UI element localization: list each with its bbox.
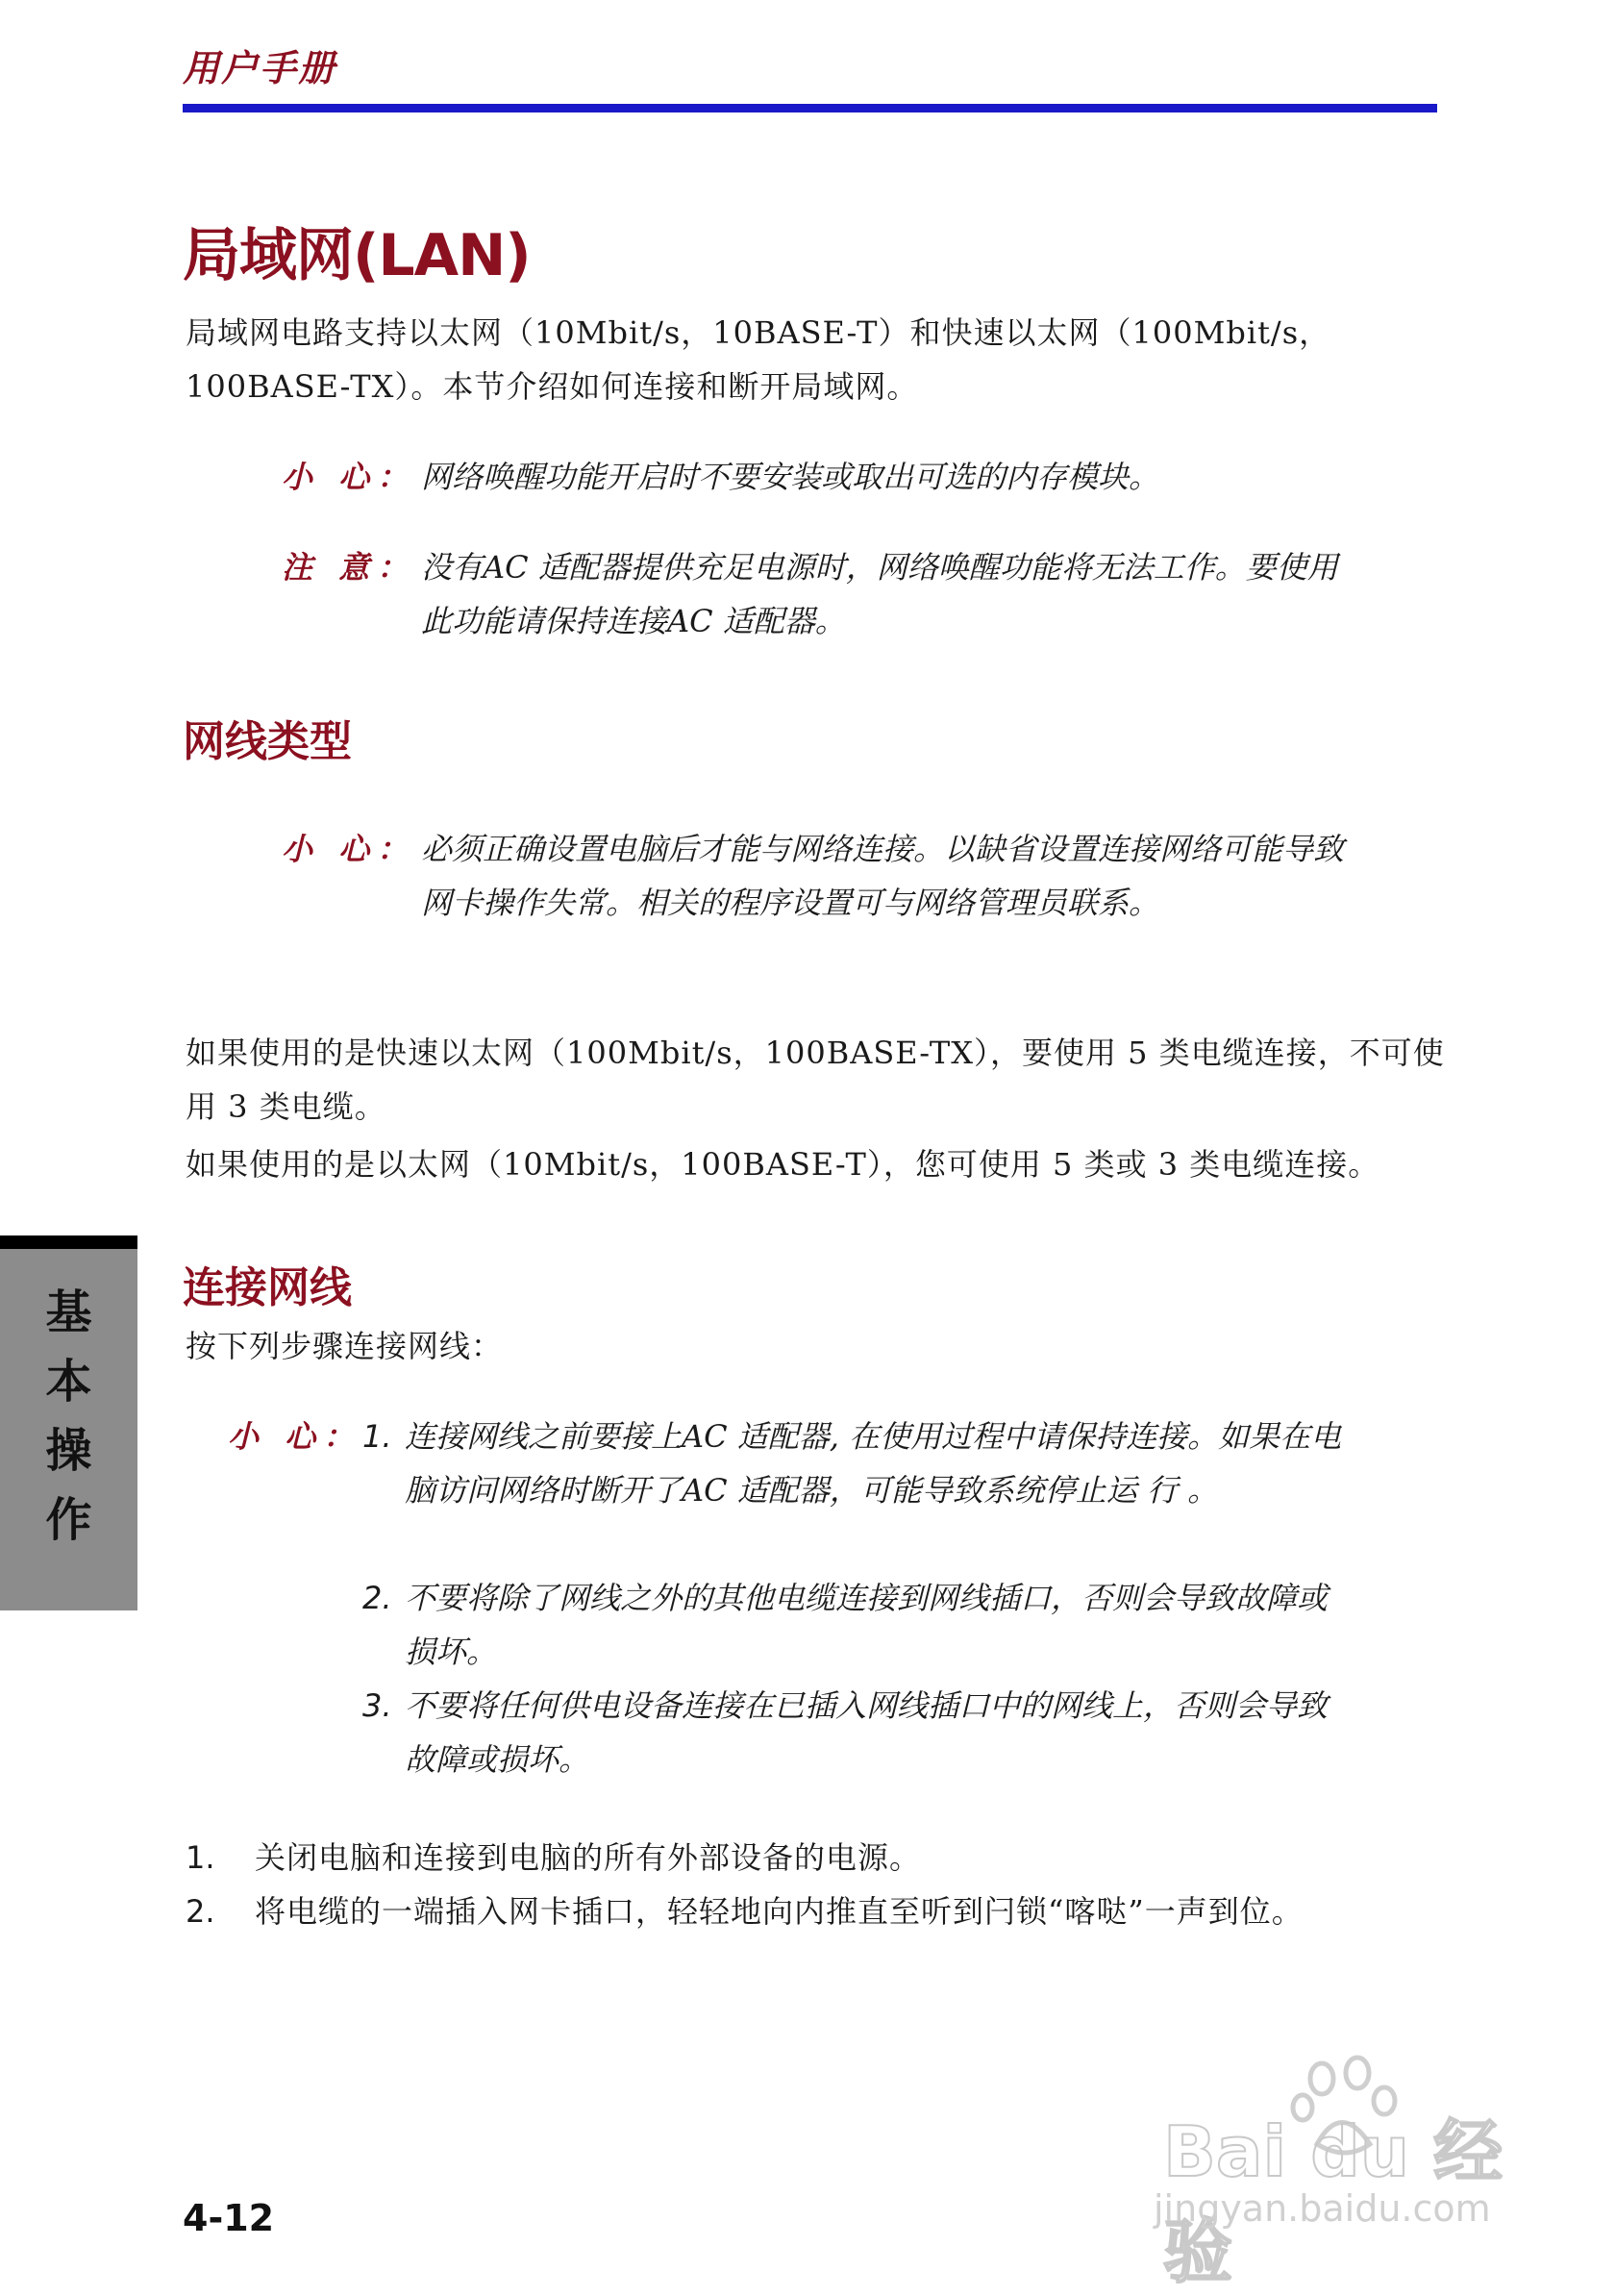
note-label: 注 意：	[282, 549, 416, 586]
cable-type-paragraph-1: 如果使用的是快速以太网（100Mbit/s，100BASE-TX），要使用 5 类电缆连接，不可使用 3 类电缆。	[186, 1035, 1445, 1125]
lan-intro-paragraph: 局域网电路支持以太网（10Mbit/s，10BASE-T）和快速以太网（100Mbit/s，100BASE-TX）。本节介绍如何连接和断开局域网。	[186, 314, 1331, 405]
caution-item-text: 不要将除了网线之外的其他电缆连接到网线插口，否则会导致故障或损坏。	[405, 1580, 1329, 1670]
header-title: 用户手册	[183, 47, 337, 89]
caution-label: 小 心：	[282, 831, 416, 867]
step-text: 关闭电脑和连接到电脑的所有外部设备的电源。	[255, 1839, 922, 1876]
section-title-connect: 连接网线	[183, 1263, 352, 1312]
section-title-cable-type: 网线类型	[183, 717, 352, 766]
watermark-brand: Bai du 经验	[1163, 2111, 1503, 2292]
caution-text: 网络唤醒功能开启时不要安装或取出可选的内存模块。	[421, 459, 1160, 495]
chapter-side-tab	[0, 1235, 137, 1610]
section-title-lan: 局域网(LAN)	[183, 222, 531, 289]
caution-label: 小 心：	[282, 459, 416, 495]
caution-item-number: 1.	[362, 1418, 392, 1455]
connect-intro: 按下列步骤连接网线：	[186, 1328, 504, 1364]
caution-label: 小 心：	[228, 1418, 362, 1455]
baidu-watermark	[1144, 2048, 1548, 2292]
caution-item-number: 3.	[362, 1687, 392, 1724]
header-rule	[183, 104, 1437, 112]
caution-item-text: 不要将任何供电设备连接在已插入网线插口中的网线上，否则会导致故障或损坏。	[405, 1687, 1329, 1778]
watermark-site: jingyan.baidu.com	[1154, 2187, 1491, 2230]
caution-text: 必须正确设置电脑后才能与网络连接。以缺省设置连接网络可能导致网卡操作失常。相关的程序设置可与网络管理员联系。	[421, 831, 1345, 921]
cable-type-paragraph-2: 如果使用的是以太网（10Mbit/s，100BASE-T），您可使用 5 类或 3 类电缆连接。	[186, 1146, 1380, 1183]
caution-item-number: 2.	[362, 1580, 392, 1616]
step-number: 2.	[186, 1893, 215, 1930]
note-text: 没有AC 适配器提供充足电源时，网络唤醒功能将无法工作。要使用此功能请保持连接AC 适配器。	[421, 549, 1338, 639]
step-text: 将电缆的一端插入网卡插口，轻轻地向内推直至听到闩锁“喀哒”一声到位。	[255, 1893, 1304, 1930]
caution-item-text: 连接网线之前要接上AC 适配器, 在使用过程中请保持连接。如果在电脑访问网络时断开了AC 适配器，可能导致系统停止运 行 。	[405, 1418, 1342, 1509]
chapter-side-tab-label: 基 本 操 作	[45, 1285, 92, 1547]
page-number: 4-12	[183, 2197, 275, 2239]
step-number: 1.	[186, 1839, 215, 1876]
